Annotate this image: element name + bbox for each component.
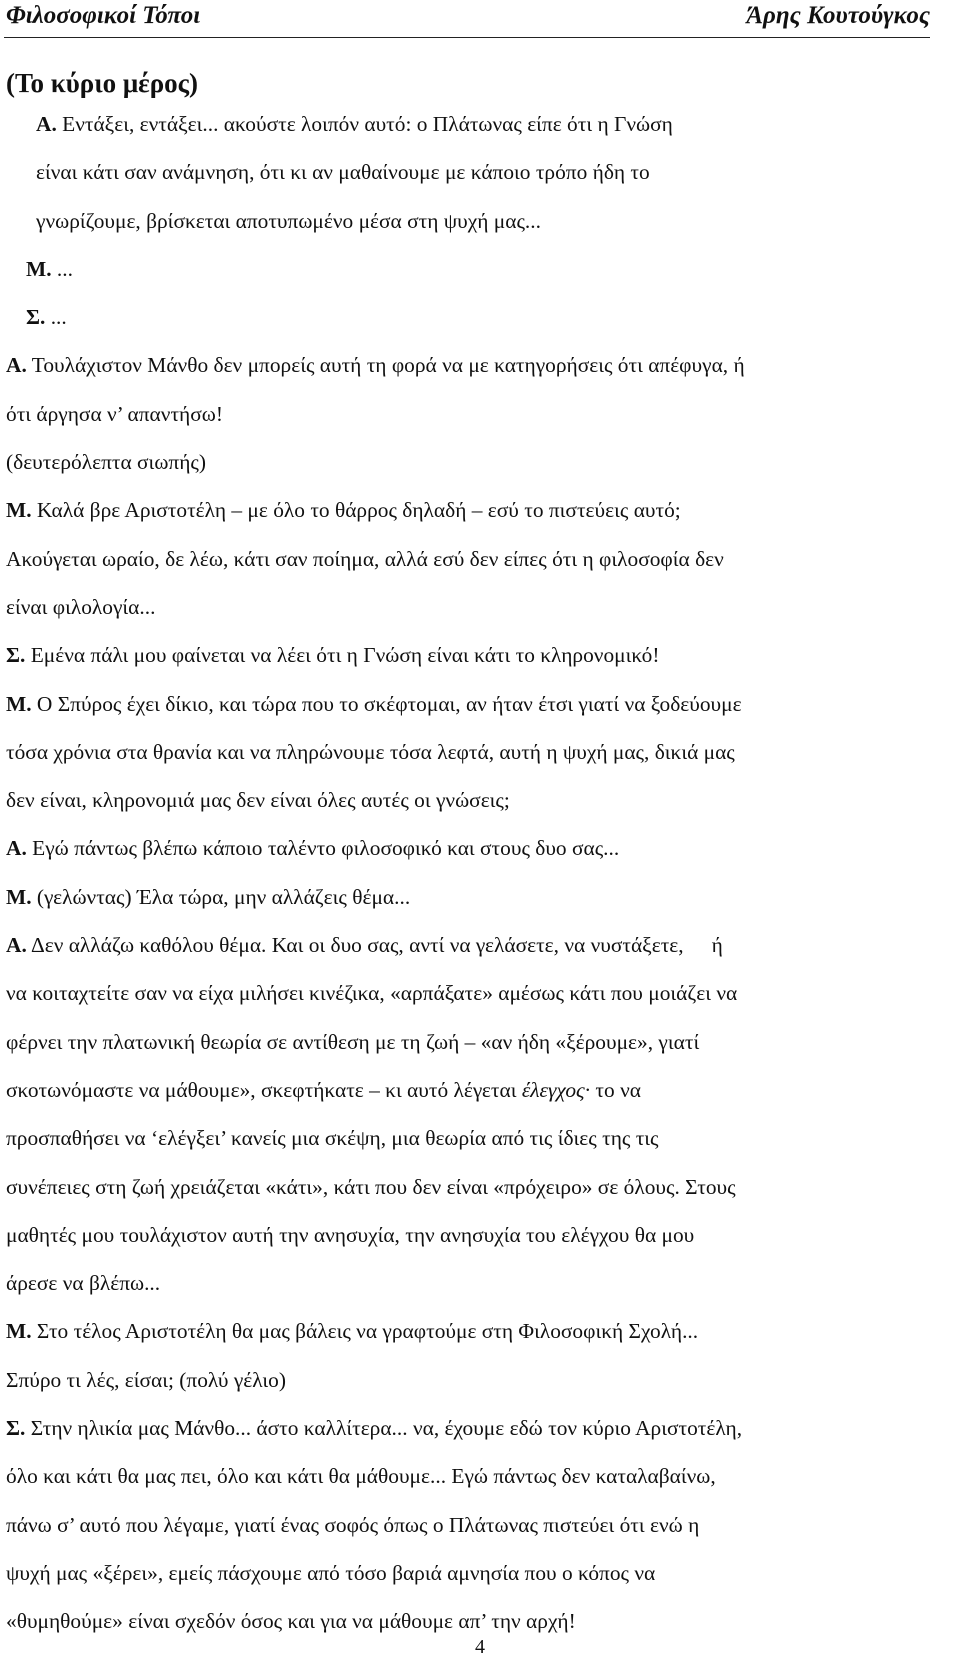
- line-text: Στην ηλικία μας Μάνθο... άστο καλλίτερα... να, έχουμε εδώ τον κύριο Αριστοτέλη,: [25, 1416, 743, 1441]
- text-line: προσπαθήσει να ‘ελέγξει’ κανείς μια σκέψη, μια θεωρία από τις ίδιες της τις: [6, 1126, 659, 1151]
- line-text: Εγώ πάντως βλέπω κάποιο ταλέντο φιλοσοφικό και στους δυο σας...: [26, 836, 620, 861]
- line-text: Τουλάχιστον Μάνθο δεν μπορείς αυτή τη φορά να με κατηγορήσεις ότι απέφυγα, ή: [26, 353, 745, 378]
- text-line: [6, 824, 931, 872]
- line-text: ...: [45, 305, 67, 330]
- speaker-label: Μ.: [6, 691, 32, 716]
- text-line: [6, 341, 931, 389]
- text-line: [6, 486, 931, 534]
- line-text: Στο τέλος Αριστοτέλη θα μας βάλεις να γραφτούμε στη Φιλοσοφική Σχολή...: [31, 1319, 699, 1344]
- line-text: Εμένα πάλι μου φαίνεται να λέει ότι η Γνώση είναι κάτι το κληρονομικό!: [25, 643, 660, 668]
- speaker-label: Σ.: [6, 643, 26, 668]
- speaker-label: Α.: [6, 933, 27, 958]
- text-line: [6, 631, 931, 679]
- speaker-label: Μ.: [6, 1319, 32, 1344]
- text-line: [6, 293, 931, 341]
- text-line: τόσα χρόνια στα θρανία και να πληρώνουμε τόσα λεφτά, αυτή η ψυχή μας, δικιά μας: [6, 739, 735, 764]
- speaker-label: Μ.: [6, 884, 32, 909]
- text-line: είναι κάτι σαν ανάμνηση, ότι κι αν μαθαίνουμε με κάποιο τρόπο ήδη το: [36, 160, 650, 185]
- header-divider: [4, 37, 930, 38]
- text-line: ότι άργησα ν’ απαντήσω!: [6, 401, 223, 426]
- text-line: ψυχή μας «ξέρει», εμείς πάσχουμε από τόσο βαριά αμνησία που ο κόπος να: [6, 1560, 656, 1585]
- emphasis-term: έλεγχος·: [521, 1077, 591, 1102]
- text-line: [6, 100, 931, 148]
- line-text: σκοτωνόμαστε να μάθουμε», σκεφτήκατε – κι αυτό λέγεται: [6, 1077, 522, 1102]
- text-line: [6, 1307, 931, 1355]
- text-line: [6, 680, 931, 728]
- text-line: «θυμηθούμε» είναι σχεδόν όσος και για να μάθουμε απ’ την αρχή!: [6, 1609, 576, 1634]
- text-line: [6, 873, 931, 921]
- text-line: φέρνει την πλατωνική θεωρία σε αντίθεση με τη ζωή – «αν ήδη «ξέρουμε», γιατί: [6, 1029, 700, 1054]
- page-number: 4: [475, 1636, 485, 1658]
- text-line: να κοιταχτείτε σαν να είχα μιλήσει κινέζικα, «αρπάξατε» αμέσως κάτι που μοιάζει να: [6, 981, 738, 1006]
- line-tail: ή: [711, 933, 723, 958]
- page-header: [0, 0, 960, 40]
- line-text: Ο Σπύρος έχει δίκιο, και τώρα που το σκέφτομαι, αν ήταν έτσι γιατί να ξοδεύουμε: [31, 691, 742, 716]
- text-line: δεν είναι, κληρονομιά μας δεν είναι όλες αυτές οι γνώσεις;: [6, 788, 510, 813]
- line-text: (γελώντας) Έλα τώρα, μην αλλάζεις θέμα...: [31, 884, 411, 909]
- line-text: Καλά βρε Αριστοτέλη – με όλο το θάρρος δηλαδή – εσύ το πιστεύεις αυτό;: [31, 498, 681, 523]
- text-line: Ακούγεται ωραίο, δε λέω, κάτι σαν ποίημα, αλλά εσύ δεν είπες ότι η φιλοσοφία δεν: [6, 546, 724, 571]
- speaker-label: Μ.: [26, 256, 52, 281]
- text-line: Σπύρο τι λές, είσαι; (πολύ γέλιο): [6, 1367, 286, 1392]
- text-line: [6, 1066, 931, 1114]
- line-text: το να: [590, 1077, 641, 1102]
- speaker-label: Α.: [6, 353, 27, 378]
- speaker-label: Σ.: [26, 305, 46, 330]
- section-title: (Το κύριο μέρος): [6, 68, 199, 98]
- text-line: γνωρίζουμε, βρίσκεται αποτυπωμένο μέσα στη ψυχή μας...: [36, 208, 541, 233]
- speaker-label: Α.: [36, 112, 57, 136]
- line-text: Εντάξει, εντάξει... ακούστε λοιπόν αυτό: ο Πλάτωνας είπε ότι η Γνώση: [56, 112, 673, 136]
- text-line: [6, 921, 931, 969]
- header-left-title: Φιλοσοφικοί Τόποι: [6, 2, 201, 29]
- text-line: μαθητές μου τουλάχιστον αυτή την ανησυχία, την ανησυχία του ελέγχου θα μου: [6, 1222, 695, 1247]
- text-line: είναι φιλολογία...: [6, 594, 156, 619]
- text-line: άρεσε να βλέπω...: [6, 1271, 161, 1296]
- header-right-author: Άρης Κουτούγκος: [746, 2, 930, 29]
- text-line: συνέπειες στη ζωή χρειάζεται «κάτι», κάτι που δεν είναι «πρόχειρο» σε όλους. Στους: [6, 1174, 736, 1199]
- speaker-label: Σ.: [6, 1416, 26, 1441]
- text-line: [6, 1404, 931, 1452]
- text-line: [6, 245, 931, 293]
- line-text: Δεν αλλάζω καθόλου θέμα. Και οι δυο σας, αντί να γελάσετε, να νυστάξετε,: [26, 933, 684, 958]
- speaker-label: Α.: [6, 836, 27, 861]
- text-line: πάνω σ’ αυτό που λέγαμε, γιατί ένας σοφός όπως ο Πλάτωνας πιστεύει ότι ενώ η: [6, 1512, 700, 1537]
- speaker-label: Μ.: [6, 498, 32, 523]
- stage-direction: (δευτερόλεπτα σιωπής): [6, 450, 206, 475]
- dialogue-body: [6, 100, 931, 1646]
- text-line: όλο και κάτι θα μας πει, όλο και κάτι θα μάθουμε... Εγώ πάντως δεν καταλαβαίνω,: [6, 1464, 716, 1489]
- line-text: ...: [51, 256, 73, 281]
